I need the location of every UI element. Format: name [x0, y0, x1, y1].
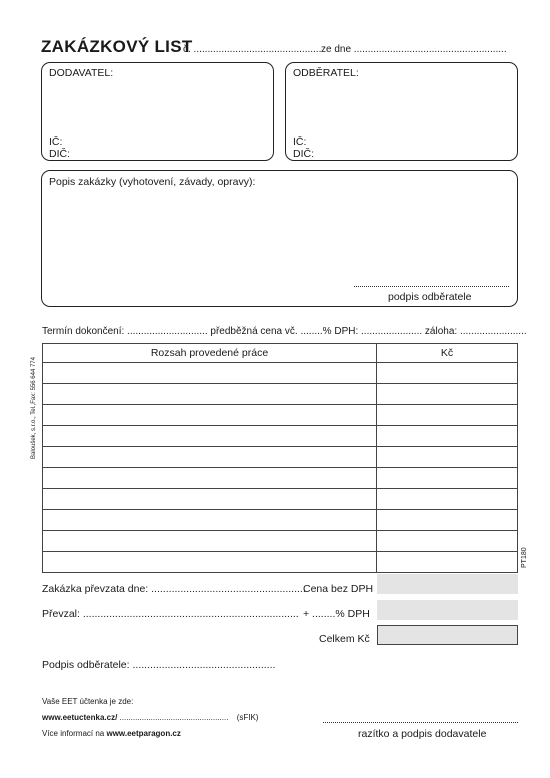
eet-line[interactable] [42, 713, 258, 722]
taken-by-field[interactable]: Převzal: .......................................................................... [42, 608, 299, 620]
terms-line[interactable]: Termín dokončení: ............................. předběžná cena vč. ........% DPH: ...................... záloha: ........................ [42, 326, 527, 337]
more-info-line [42, 729, 181, 738]
price-cell[interactable] [377, 363, 518, 384]
customer-signature-field[interactable]: Podpis odběratele: ................................................. [42, 659, 276, 671]
signature-line [354, 286, 509, 287]
table-row [43, 447, 518, 468]
document-title: ZAKÁZKOVÝ LIST [41, 37, 193, 56]
customer-dic-label: DIČ: [293, 148, 314, 160]
table-row [43, 468, 518, 489]
price-cell[interactable] [377, 552, 518, 573]
vat-box[interactable] [377, 600, 518, 620]
table-row [43, 489, 518, 510]
table-row [43, 384, 518, 405]
price-cell[interactable] [377, 405, 518, 426]
table-row [43, 510, 518, 531]
price-cell[interactable] [377, 447, 518, 468]
price-no-vat-box[interactable] [377, 574, 518, 594]
printer-info: Baloušek, s.r.o., Tel.,Fax: 556 644 774 [31, 357, 37, 459]
stamp-line [323, 722, 518, 723]
price-cell[interactable] [377, 426, 518, 447]
sfik-label: (sFIK) [236, 713, 259, 722]
more-info-label: Více informací na [42, 729, 105, 738]
total-label: Celkem Kč [319, 633, 370, 645]
work-cell[interactable] [43, 510, 377, 531]
supplier-box[interactable] [41, 62, 274, 161]
price-cell[interactable] [377, 510, 518, 531]
price-cell[interactable] [377, 384, 518, 405]
work-cell[interactable] [43, 363, 377, 384]
stamp-label: razítko a podpis dodavatele [358, 728, 487, 740]
price-cell[interactable] [377, 468, 518, 489]
vat-label: + ........% DPH [303, 608, 370, 620]
description-box[interactable] [41, 170, 518, 307]
customer-box[interactable] [285, 62, 518, 161]
work-cell[interactable] [43, 489, 377, 510]
table-row [43, 363, 518, 384]
description-label: Popis zakázky (vyhotovení, závady, opravy): [49, 176, 256, 188]
order-date-field[interactable]: ze dne ....................................................... [321, 44, 507, 55]
work-cell[interactable] [43, 405, 377, 426]
customer-signature-label: podpis odběratele [388, 291, 472, 303]
col-price-header: Kč [377, 344, 518, 363]
customer-ico-label: IČ: [293, 136, 307, 148]
total-box[interactable] [377, 625, 518, 645]
table-row [43, 552, 518, 573]
supplier-ico-label: IČ: [49, 136, 63, 148]
price-cell[interactable] [377, 489, 518, 510]
price-cell[interactable] [377, 531, 518, 552]
eet-intro: Vaše EET účtenka je zde: [42, 697, 134, 706]
taken-over-date-field[interactable]: Zakázka převzata dne: ..................................................... [42, 583, 306, 595]
work-cell[interactable] [43, 468, 377, 489]
work-cell[interactable] [43, 531, 377, 552]
supplier-label: DODAVATEL: [49, 67, 114, 79]
price-no-vat-label: Cena bez DPH [303, 583, 374, 595]
form-code: PT180 [521, 547, 528, 568]
supplier-dic-label: DIČ: [49, 148, 70, 160]
more-info-url[interactable]: www.eetparagon.cz [106, 729, 181, 738]
work-cell[interactable] [43, 426, 377, 447]
col-work-header: Rozsah provedené práce [43, 344, 377, 363]
table-row [43, 531, 518, 552]
work-cell[interactable] [43, 447, 377, 468]
table-row [43, 405, 518, 426]
table-row [43, 426, 518, 447]
eet-url[interactable]: www.eetuctenka.cz/ [42, 713, 118, 722]
work-table [42, 343, 518, 573]
work-cell[interactable] [43, 384, 377, 405]
work-cell[interactable] [43, 552, 377, 573]
eet-code-dots: ................................................. [119, 713, 229, 722]
customer-label: ODBĚRATEL: [293, 67, 359, 79]
order-number-field[interactable]: č. .............................................. [183, 44, 322, 55]
